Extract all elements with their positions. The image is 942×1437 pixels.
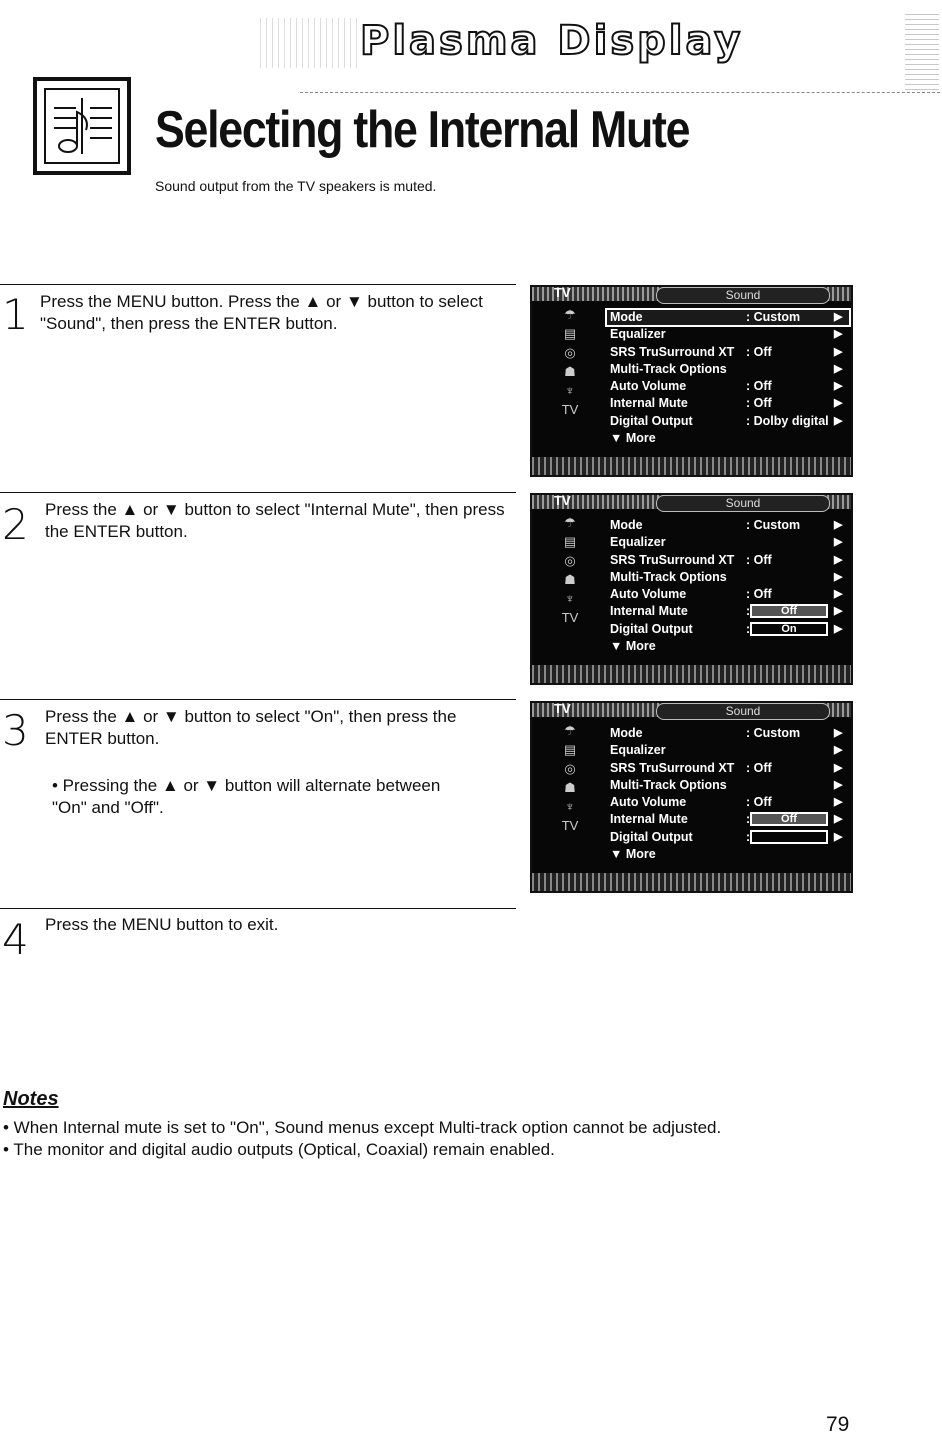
channel-icon: ◎	[564, 761, 576, 776]
step-number: 4	[2, 915, 29, 964]
option-off[interactable]: Off	[750, 812, 828, 826]
menu-row-internal-mute[interactable]: Internal Mute : Off ▶	[610, 812, 843, 827]
menu-row-internal-mute[interactable]: Internal Mute : Off ▶	[610, 604, 843, 619]
setup-icon: ☗	[564, 364, 576, 379]
notes-heading: Notes	[3, 1088, 59, 1110]
screen-bottom-bar	[532, 665, 851, 683]
menu-row-equalizer[interactable]: Equalizer ▶	[610, 327, 843, 342]
screen-menu-title: Sound	[656, 287, 830, 304]
menu-row-digital-output[interactable]: Digital Output : ▶	[610, 829, 843, 844]
menu-row-more[interactable]: ▼ More	[610, 431, 656, 446]
step-number: 2	[2, 500, 29, 549]
menu-row-auto-volume[interactable]: Auto Volume : Off ▶	[610, 379, 843, 394]
header-divider	[300, 92, 940, 93]
step-divider	[0, 492, 516, 493]
menu-row-mode[interactable]: Mode : Custom ▶	[610, 518, 843, 532]
menu-row-more[interactable]: ▼ More	[610, 639, 656, 654]
corner-decoration	[905, 10, 939, 90]
screen-side-icons	[552, 515, 588, 667]
step-number: 3	[2, 706, 29, 755]
book-icon	[33, 77, 131, 175]
step-text: Press the ▲ or ▼ button to select "On", then press the ENTER button.	[45, 707, 457, 748]
input-icon: ♆	[565, 799, 575, 814]
tv-icon: TV	[561, 818, 579, 833]
option-on[interactable]: On	[750, 622, 828, 636]
note-item: • The monitor and digital audio outputs (Optical, Coaxial) remain enabled.	[3, 1140, 555, 1159]
step-text: Press the MENU button. Press the ▲ or ▼ button to select "Sound", then press the ENTER button.	[40, 292, 483, 333]
screen-tv-label: TV	[554, 285, 571, 300]
menu-row-digital-output[interactable]: Digital Output : Dolby digital ▶	[610, 413, 843, 428]
step-divider	[0, 908, 516, 909]
picture-icon: ☂	[564, 723, 576, 738]
screen-side-icons	[552, 307, 588, 459]
screen-menu-title: Sound	[656, 495, 830, 512]
screen-menu-title: Sound	[656, 703, 830, 720]
setup-icon: ☗	[564, 780, 576, 795]
menu-row-internal-mute[interactable]: Internal Mute : Off ▶	[610, 396, 843, 411]
step-divider	[0, 284, 516, 285]
tv-icon: TV	[561, 402, 579, 417]
channel-icon: ◎	[564, 553, 576, 568]
menu-row-equalizer[interactable]: Equalizer ▶	[610, 535, 843, 550]
screen-bottom-bar	[532, 457, 851, 475]
menu-row-auto-volume[interactable]: Auto Volume : Off ▶	[610, 587, 843, 602]
page-number: 79	[826, 1413, 850, 1436]
brand-decoration	[260, 18, 360, 68]
menu-row-multitrack[interactable]: Multi-Track Options ▶	[610, 777, 843, 792]
menu-row-multitrack[interactable]: Multi-Track Options ▶	[610, 569, 843, 584]
channel-icon: ◎	[564, 345, 576, 360]
input-icon: ♆	[565, 591, 575, 606]
screen-bottom-bar	[532, 873, 851, 891]
step-text: Press the MENU button to exit.	[45, 915, 279, 934]
menu-row-equalizer[interactable]: Equalizer ▶	[610, 743, 843, 758]
menu-row-digital-output[interactable]: Digital Output : On ▶	[610, 621, 843, 636]
screen-side-icons	[552, 723, 588, 875]
sound-icon: ▤	[563, 534, 577, 549]
screen-tv-label: TV	[554, 493, 571, 508]
menu-row-srs[interactable]: SRS TruSurround XT : Off ▶	[610, 552, 843, 567]
page-subtitle: Sound output from the TV speakers is muted.	[155, 178, 437, 194]
brand-title: Plasma Display	[360, 18, 744, 64]
menu-row-multitrack[interactable]: Multi-Track Options ▶	[610, 361, 843, 376]
music-note-icon	[46, 90, 118, 162]
option-off[interactable]: Off	[750, 604, 828, 618]
option-empty[interactable]	[750, 830, 828, 844]
sound-icon: ▤	[563, 326, 577, 341]
sound-icon: ▤	[563, 742, 577, 757]
tv-menu-screen-3	[530, 701, 853, 893]
tv-menu-screen-1	[530, 285, 853, 477]
step-divider	[0, 699, 516, 700]
step-text: Press the ▲ or ▼ button to select "Internal Mute", then press the ENTER button.	[45, 500, 505, 541]
menu-row-more[interactable]: ▼ More	[610, 847, 656, 862]
note-item: • When Internal mute is set to "On", Sound menus except Multi-track option cannot be adjusted.	[3, 1118, 722, 1137]
setup-icon: ☗	[564, 572, 576, 587]
picture-icon: ☂	[564, 307, 576, 322]
tv-menu-screen-2	[530, 493, 853, 685]
menu-row-srs[interactable]: SRS TruSurround XT : Off ▶	[610, 344, 843, 359]
step-note: • Pressing the ▲ or ▼ button will alternate between "On" and "Off".	[52, 776, 441, 817]
step-number: 1	[2, 290, 29, 339]
menu-row-mode[interactable]: Mode : Custom ▶	[606, 309, 850, 326]
menu-row-auto-volume[interactable]: Auto Volume : Off ▶	[610, 795, 843, 810]
menu-row-srs[interactable]: SRS TruSurround XT : Off ▶	[610, 760, 843, 775]
tv-icon: TV	[561, 610, 579, 625]
input-icon: ♆	[565, 383, 575, 398]
picture-icon: ☂	[564, 515, 576, 530]
menu-row-mode[interactable]: Mode : Custom ▶	[610, 726, 843, 740]
page-title: Selecting the Internal Mute	[155, 101, 690, 159]
screen-tv-label: TV	[554, 701, 571, 716]
